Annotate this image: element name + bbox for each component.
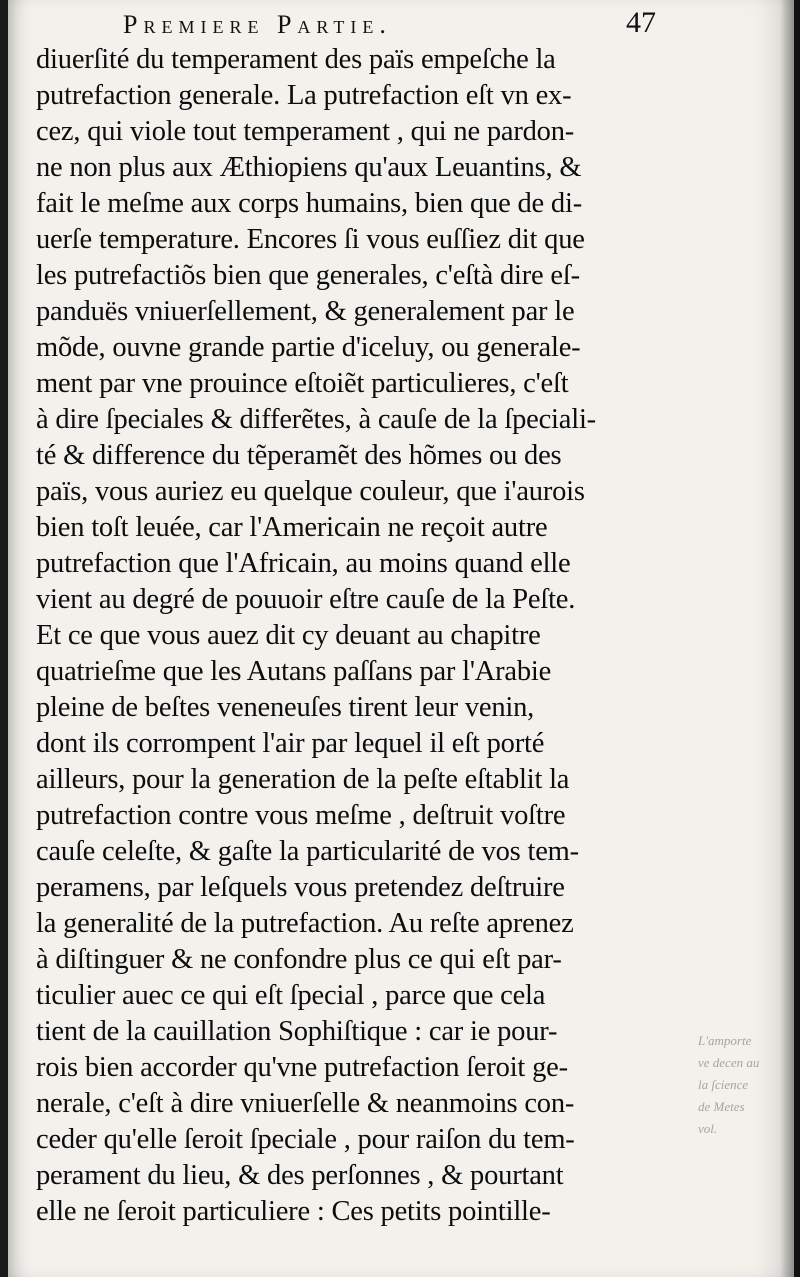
page-header (8, 4, 794, 44)
text-line: mõde, ouvne grande partie d'iceluy, ou generale- (36, 332, 581, 363)
text-line: dont ils corrompent l'air par lequel il eſt porté (36, 728, 545, 759)
text-line: païs, vous auriez eu quelque couleur, que i'aurois (36, 476, 585, 507)
text-line: putrefaction contre vous meſme , deſtruit voſtre (36, 800, 566, 831)
text-line: à dire ſpeciales & differẽtes, à cauſe de la ſpeciali- (36, 404, 596, 435)
text-line: ailleurs, pour la generation de la peſte eſtablit la (36, 764, 570, 795)
margin-note-line: vol. (698, 1121, 718, 1136)
text-line: peramens, par leſquels vous pretendez deſtruire (36, 872, 565, 903)
text-line: diuerſité du temperament des païs empeſche la (36, 44, 556, 75)
text-line: cez, qui viole tout temperament , qui ne pardon- (36, 116, 575, 147)
text-line: perament du lieu, & des perſonnes , & pourtant (36, 1160, 564, 1191)
running-head: Premiere Partie. (123, 10, 392, 39)
book-page (8, 0, 794, 1277)
text-line: quatrieſme que les Autans paſſans par l'Arabie (36, 656, 552, 687)
margin-note-line: ve decen au (698, 1055, 760, 1070)
text-line: ment par vne prouince eſtoiẽt particulieres, c'eſt (36, 368, 569, 399)
text-line: rois bien accorder qu'vne putrefaction ſeroit ge- (36, 1052, 568, 1083)
text-line: putrefaction que l'Africain, au moins quand elle (36, 548, 571, 579)
text-line: bien toſt leuée, car l'Americain ne reçoit autre (36, 512, 548, 543)
text-line: té & difference du tẽperamẽt des hõmes ou des (36, 440, 562, 471)
text-line: ticulier auec ce qui eſt ſpecial , parce que cela (36, 980, 546, 1011)
text-line: pleine de beſtes veneneuſes tirent leur venin, (36, 692, 535, 723)
text-line: putrefaction generale. La putrefaction eſt vn ex- (36, 80, 572, 111)
text-line: cauſe celeſte, & gaſte la particularité de vos tem- (36, 836, 579, 867)
text-line: nerale, c'eſt à dire vniuerſelle & neanmoins con- (36, 1088, 575, 1119)
text-line: elle ne ſeroit particuliere : Ces petits pointille- (36, 1196, 551, 1227)
margin-note-line: la ſcience (698, 1077, 749, 1092)
margin-note-line: de Metes (698, 1099, 745, 1114)
text-line: à diſtinguer & ne confondre plus ce qui eſt par- (36, 944, 562, 975)
text-line: ceder qu'elle ſeroit ſpeciale , pour raiſon du tem- (36, 1124, 575, 1155)
text-line: les putrefactiõs bien que generales, c'eſtà dire eſ- (36, 260, 580, 291)
text-line: vient au degré de pouuoir eſtre cauſe de la Peſte. (36, 584, 576, 615)
text-line: panduës vniuerſellement, & generalement par le (36, 296, 575, 327)
text-line: fait le meſme aux corps humains, bien que de di- (36, 188, 582, 219)
text-line: uerſe temperature. Encores ſi vous euſſiez dit que (36, 224, 585, 255)
page-edge-shadow (780, 0, 800, 1277)
text-line: la generalité de la putrefaction. Au reſte aprenez (36, 908, 574, 939)
text-line: Et ce que vous auez dit cy deuant au chapitre (36, 620, 541, 651)
text-line: ne non plus aux Æthiopiens qu'aux Leuantins, & (36, 152, 582, 183)
text-line: tient de la cauillation Sophiſtique : car ie pour- (36, 1016, 558, 1047)
page-number: 47 (626, 6, 656, 39)
margin-note-line: L'amporte (698, 1033, 752, 1048)
